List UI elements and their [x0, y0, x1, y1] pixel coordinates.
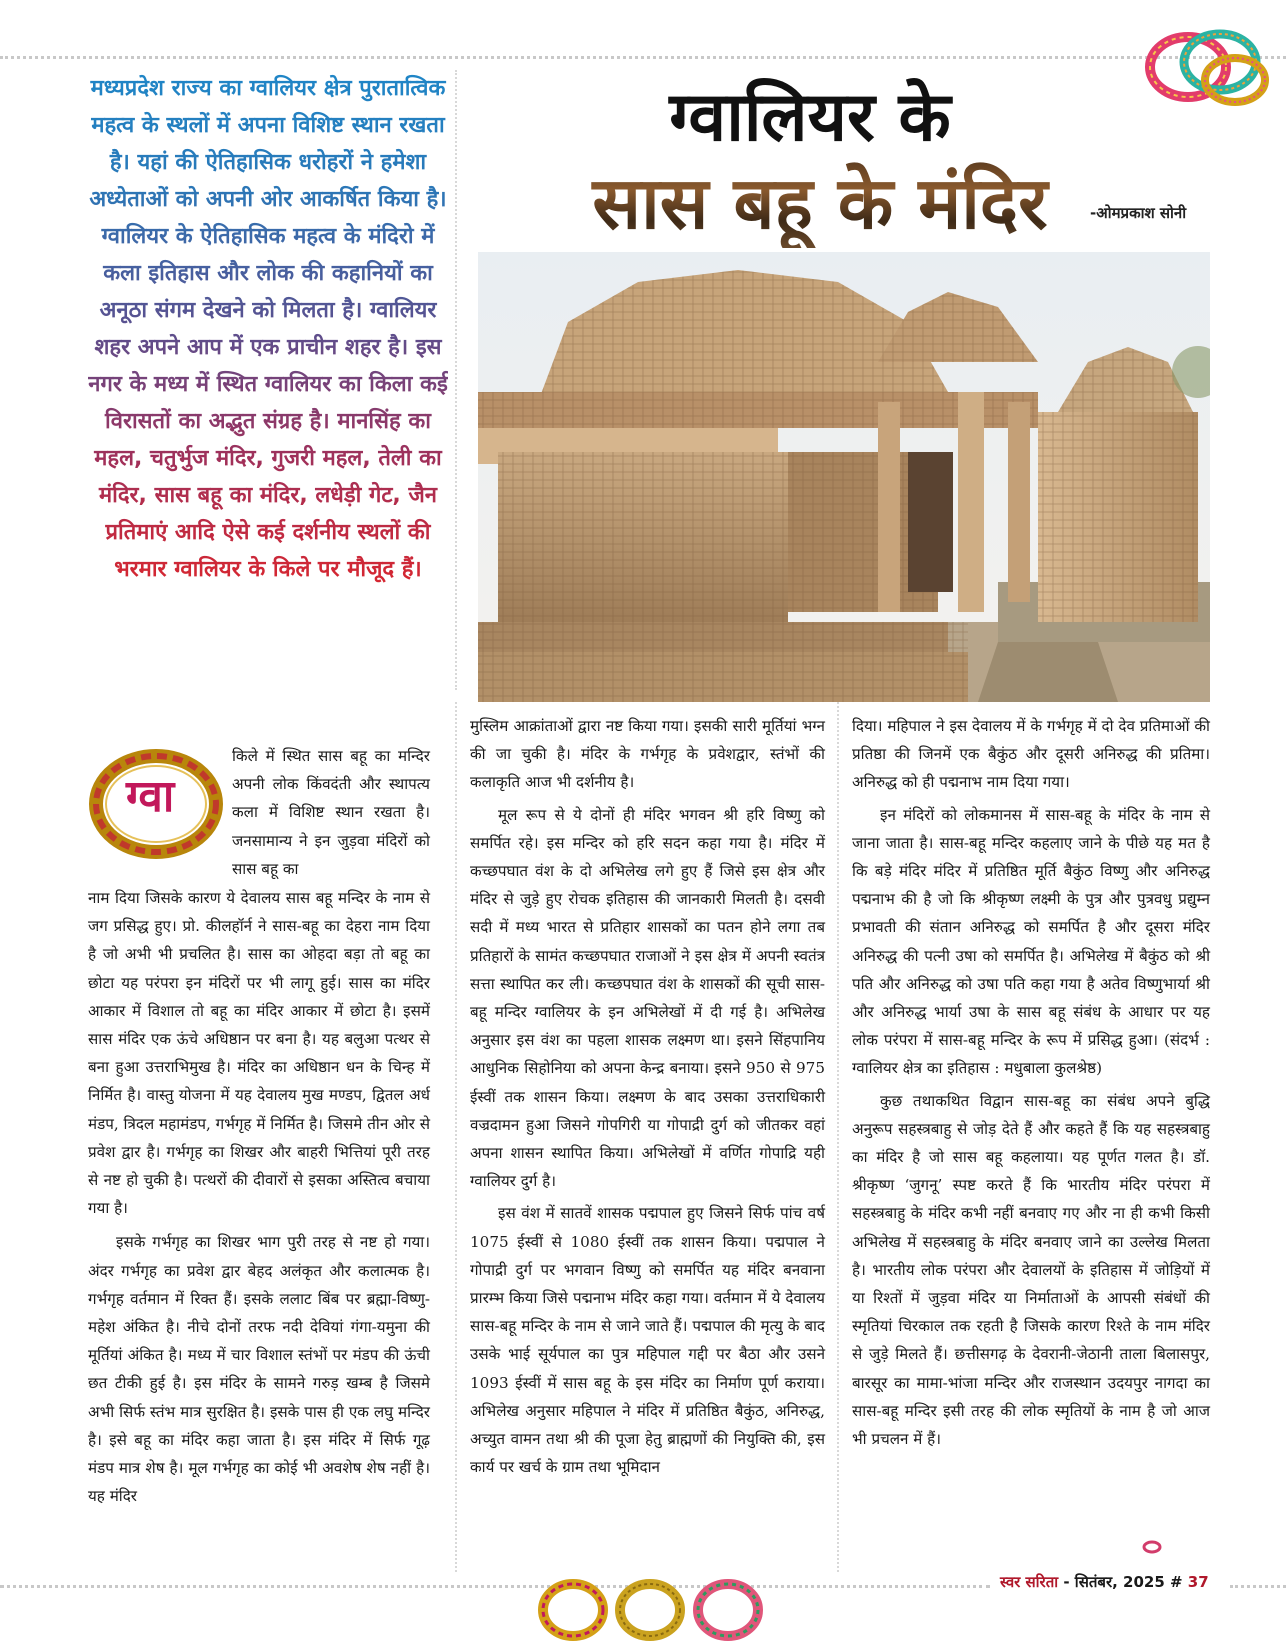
paragraph: मूल रूप से ये दोनों ही मंदिर भगवन श्री हरि विष्णु को समर्पित रहे। इस मन्दिर को हरि सदन कहा गया है। मंदिर में कच्छपघात वंश के दो अभिलेख लगे हुए हैं जिसे इस क्षेत्र और मंदिर से जुड़े हुए रोचक इतिहास की जानकारी मिलती है। दसवी सदी में मध्य भारत से प्रतिहार शासकों का पतन होने लगा तब प्रतिहारों के सामंत कच्छपघात राजाओं ने इस क्षेत्र में अपनी स्वतंत्र सत्ता स्थापित कर ली। कच्छपघात वंश के शासकों की सूची सास-बहू मन्दिर ग्वालियर के इन अभिलेखों में दी गई है। अभिलेख अनुसार इस वंश का पहला शासक लक्ष्मण था। इसने सिंहपानिय आधुनिक सिहोनिया को अपना केन्द्र बनाया। इसने 950 से 975 ईस्वीं तक शासन किया। लक्ष्मण के बाद उसका उत्तराधिकारी वज्रदामन हुआ जिसने गोपगिरी या गोपाद्री दुर्ग को जीतकर वहां अपना शासन स्थापित किया। अभिलेखों में वर्णित गोपाद्रि यही ग्वालियर दुर्ग है।: [470, 805, 825, 1191]
intro-pull-quote: मध्यप्रदेश राज्य का ग्वालियर क्षेत्र पुरातात्विक महत्व के स्थलों में अपना विशिष्ट स्थान रखता है। यहां की ऐतिहासिक धरोहरों ने हमेशा अध्येताओं को अपनी ओर आकर्षित किया है। ग्वालियर के ऐतिहासिक महत्व के मंदिरो में कला इतिहास और लोक की कहानियों का अनूठा संगम देखने को मिलता है। ग्वालियर शहर अपने आप में एक प्राचीन शहर है। इस नगर के मध्य में स्थित ग्वालियर का किला कई विरासतों का अद्भुत संग्रह है। मानसिंह का महल, चतुर्भुज मंदिर, गुजरी महल, तेली का मंदिर, सास बहू का मंदिर, लधेड़ी गेट, जैन प्रतिमाएं आदि ऐसे कई दर्शनीय स्थलों की भरमार ग्वालियर के किले पर मौजूद हैं।: [88, 70, 448, 588]
paragraph: दिया। महिपाल ने इस देवालय में के गर्भगृह में दो देव प्रतिमाओं की प्रतिष्ठा की जिनमें एक बैकुंठ और दूसरी अनिरुद्ध की प्रतिमा। अनिरुद्ध को ही पद्मनाभ नाम दिया गया।: [852, 717, 1210, 792]
author-byline: -ओमप्रकाश सोनी: [1090, 204, 1187, 222]
issue-date: - सितंबर, 2025 #: [1058, 1573, 1188, 1591]
bangles-decoration-top: [1140, 22, 1270, 112]
article-title-line2: सास बहू के मंदिर: [580, 158, 1060, 248]
dropcap-bangle: [88, 742, 238, 862]
paragraph: इन मंदिरों को लोकमानस में सास-बहू के मंदिर के नाम से जाना जाता है। सास-बहू मन्दिर कहलाए जाने के पीछे यह मत है कि बड़े मंदिर मंदिर में प्रतिष्ठित मूर्ति बैकुंठ विष्णु और अनिरुद्ध पद्मनाभ की है जो कि श्रीकृष्ण लक्ष्मी के पुत्र और पुत्रवधु प्रद्युम्न प्रभावती की संतान अनिरुद्ध को समर्पित है और दूसरा मंदिर अनिरुद्ध की पत्नी उषा को समर्पित है। अभिलेख में बैकुंठ को श्री पति और अनिरुद्ध को उषा पति कहा गया है अतेव विष्णुभार्या श्री और अनिरुद्ध भार्या उषा के सास बहू संबंध के आधार पर यह लोक परंपरा में सास-बहू मन्दिर के रूप में प्रसिद्ध हुआ। (संदर्भ : ग्वालियर क्षेत्र का इतिहास : मधुबाला कुलश्रेष्ठ): [852, 805, 1210, 1078]
column-1-head: [232, 742, 430, 883]
column-1: [88, 884, 430, 1510]
page-footer: [1000, 1572, 1209, 1592]
paragraph: इसके गर्भगृह का शिखर भाग पुरी तरह से नष्ट हो गया। अंदर गर्भगृह का प्रवेश द्वार बेहद अलंकृत और कलात्मक है। गर्भगृह वर्तमान में रिक्त हैं। इसके ललाट बिंब पर ब्रह्मा-विष्णु-महेश अंकित है। नीचे दोनों तरफ नदी देवियां गंगा-यमुना की मूर्तियां अंकित है। मध्य में चार विशाल स्तंभों पर मंडप की ऊंची छत टीकी हुई है। इस मंदिर के सामने गरुड़ खम्ब है जिसमे अभी सिर्फ स्तंभ मात्र सुरक्षित है। इसके पास ही एक लघु मन्दिर है। इसे बहू का मंदिर कहा जाता है। इस मंदिर में सिर्फ गूढ़ मंडप मात्र शेष है। मूल गर्भगृह का कोई भी अवशेष शेष नहीं है। यह मंदिर: [88, 1233, 430, 1506]
column-divider: [455, 70, 457, 690]
temple-photo: [478, 252, 1210, 702]
column-divider: [455, 702, 457, 1572]
magazine-name: स्वर सरिता: [1000, 1573, 1059, 1591]
column-divider: [837, 702, 839, 1572]
article-title-line1: ग्वालियर के: [669, 78, 951, 157]
paragraph: कुछ तथाकथित विद्वान सास-बहू का संबंध अपने बुद्धि अनुरूप सहस्त्रबाहु से जोड़ देते हैं और कहते हैं कि यह सहस्त्रबाहु का मंदिर है जो सास बहू कहलाया। यह पूर्णत गलत है। डॉ. श्रीकृष्ण ‘जुगनू’ स्पष्ट करते हैं कि भारतीय मंदिर परंपरा में सहस्त्रबाहु के मंदिर कभी नहीं बनवाए गए और ना ही कभी किसी अभिलेख में सहस्त्रबाहु के मंदिर बनवाए जाने का उल्लेख मिलता है। भारतीय लोक परंपरा और देवालयों के इतिहास में जोड़ियों में या रिश्तों में जुड़वा मंदिर या निर्माताओं के आपसी संबंधों की स्मृतियां चिरकाल तक रहती है जिसके कारण रिश्ते के नाम मंदिर से जुड़े मिलते हैं। छत्तीसगढ़ के देवरानी-जेठानी ताला बिलासपुर, बारसूर का मामा-भांजा मन्दिर और राजस्थान उदयपुर नागदा का सास-बहू मन्दिर इसी तरह की लोक स्मृतियों के नाम है जो आज भी प्रचलन में हैं।: [852, 1091, 1210, 1449]
paragraph: किले में स्थित सास बहू का मन्दिर अपनी लोक किंवदंती और स्थापत्य कला में विशिष्ट स्थान रखता है। जनसामान्य ने इन जुड़वा मंदिरों को सास बहू का: [232, 747, 430, 878]
column-2: [470, 712, 825, 1481]
bottom-dotted-rule: [1230, 1585, 1286, 1588]
column-3: [852, 712, 1210, 1453]
dropcap-letter: ग्वा: [126, 771, 175, 822]
page-number: 37: [1187, 1573, 1209, 1591]
top-dotted-rule: [0, 56, 1286, 59]
paragraph: नाम दिया जिसके कारण ये देवालय सास बहू मन्दिर के नाम से जग प्रसिद्ध हुए। प्रो. कीलहॉर्न ने सास-बहू का देहरा नाम दिया है जो अभी भी प्रचलित है। सास का ओहदा बड़ा तो बहू का छोटा यह परंपरा इन मंदिरों पर भी लागू हुई। सास का मंदिर आकार में विशाल तो बहू का मंदिर आकार में छोटा है। इसमें सास मंदिर एक ऊंचे अधिष्ठान पर बना है। यह बलुआ पत्थर से बना हुआ उत्तराभिमुख है। मंदिर का अधिष्ठान धन के चिन्ह में निर्मित है। वास्तु योजना में यह देवालय मुख मण्डप, द्वितल अर्ध मंडप, त्रिदल महामंडप, गर्भगृह में निर्मित है। जिसमे तीन ओर से प्रवेश द्वार है। गर्भगृह का शिखर और बाहरी भित्तियां पूरी तरह से नष्ट हो चुकी है। पत्थरों की दीवारों से इसका अस्तित्व बचाया गया है।: [88, 889, 430, 1218]
bangles-decoration-bottom: [538, 1572, 768, 1642]
bottom-dotted-rule: [0, 1585, 990, 1588]
bangle-end-mark-icon: [1142, 1540, 1162, 1554]
paragraph: इस वंश में सातवें शासक पद्मपाल हुए जिसने सिर्फ पांच वर्ष 1075 ईस्वीं से 1080 ईस्वीं तक शासन किया। पद्मपाल ने गोपाद्री दुर्ग पर भगवान विष्णु को समर्पित यह मंदिर बनवाना प्रारम्भ किया जिसे पद्मनाभ मंदिर कहा गया। वर्तमान में ये देवालय सास-बहू मन्दिर के नाम से जाने जाते हैं। पद्मपाल की मृत्यु के बाद उसके भाई सूर्यपाल का पुत्र महिपाल गद्दी पर बैठा और उसने 1093 ईस्वीं में सास बहू के इस मंदिर का निर्माण पूर्ण कराया। अभिलेख अनुसार महिपाल ने मंदिर में प्रतिष्ठित बैकुंठ, अनिरुद्ध, अच्युत वामन तथा श्री की पूजा हेतु ब्राह्मणों की नियुक्ति की, इस कार्य पर खर्च के ग्राम तथा भूमिदान: [470, 1204, 825, 1477]
paragraph: मुस्लिम आक्रांताओं द्वारा नष्ट किया गया। इसकी सारी मूर्तियां भग्न की जा चुकी है। मंदिर के गर्भगृह के प्रवेशद्वार, स्तंभों की कलाकृति आज भी दर्शनीय है।: [470, 717, 825, 792]
